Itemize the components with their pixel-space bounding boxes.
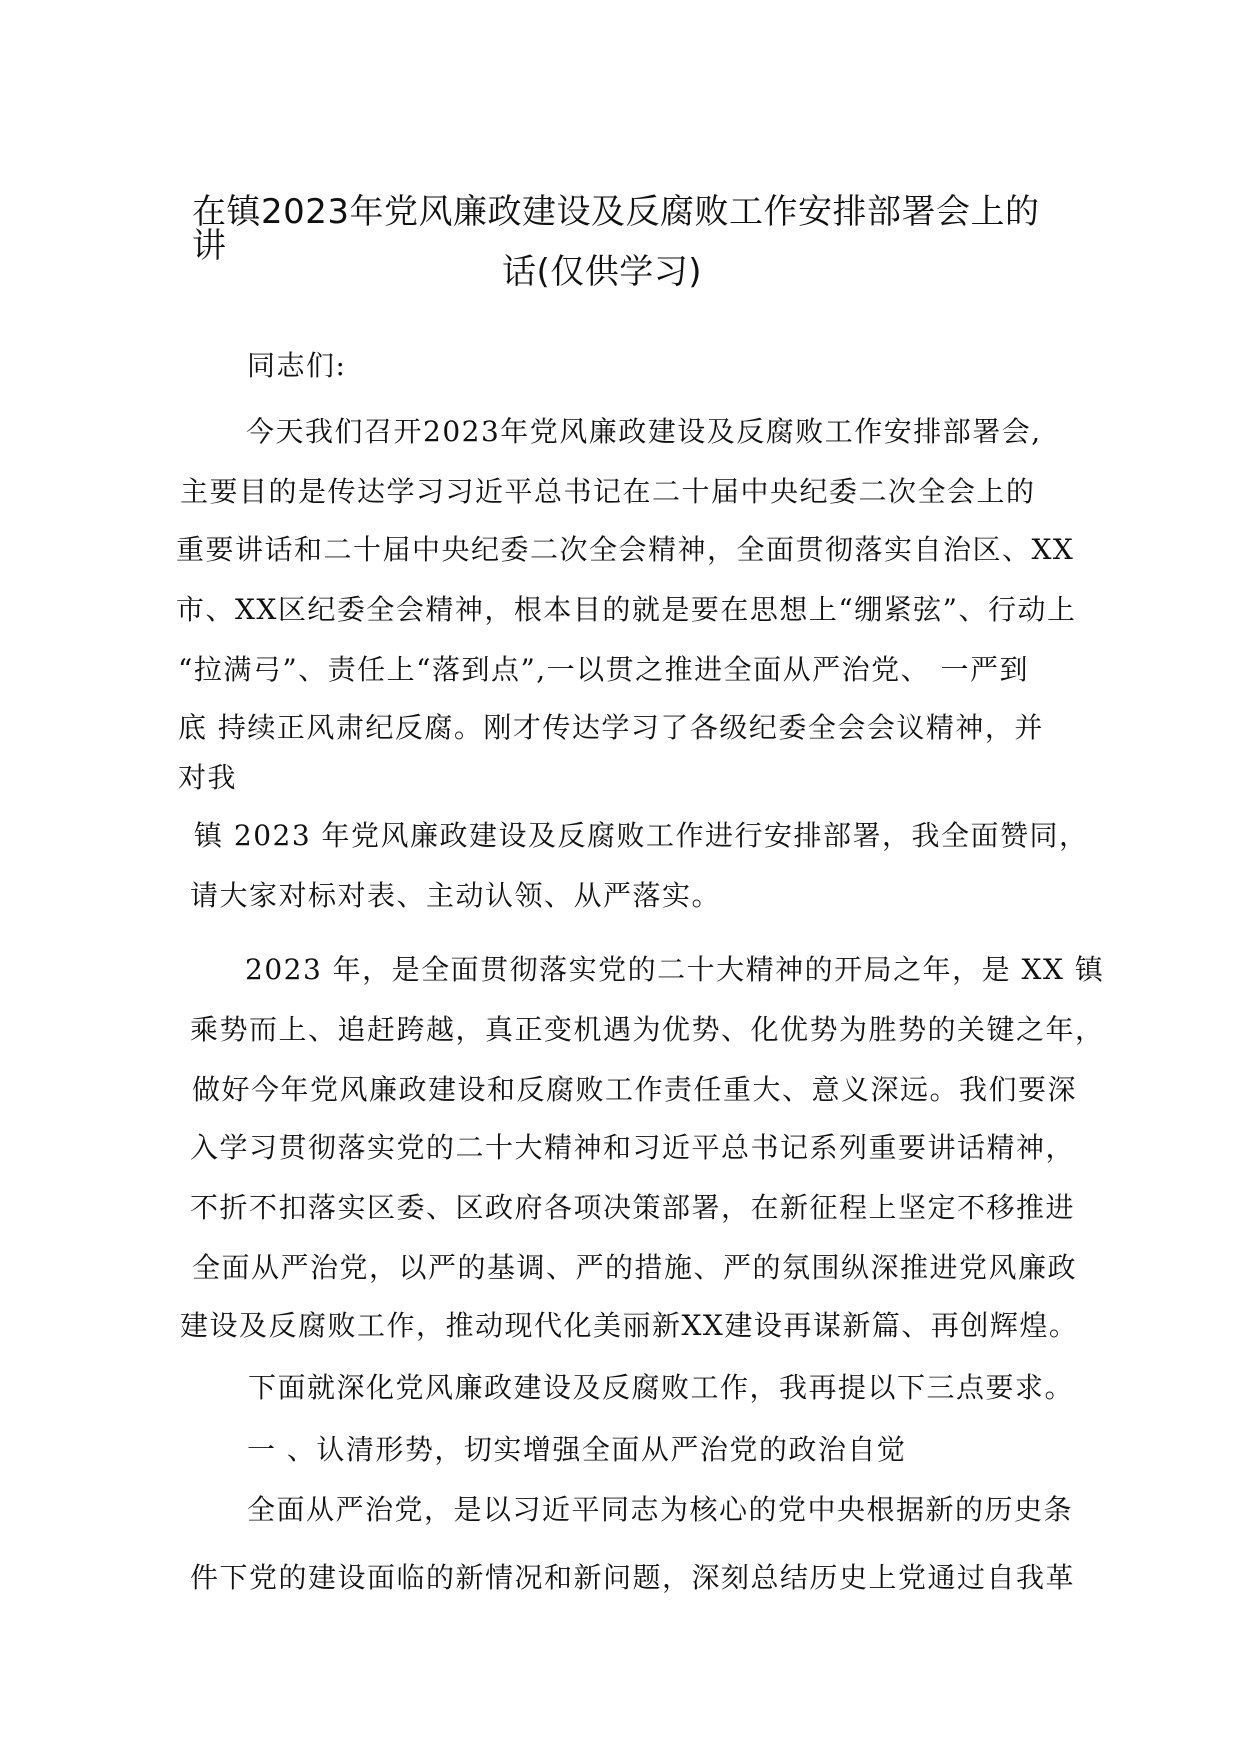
- body-line: 下面就深化党风廉政建设及反腐败工作，我再提以下三点要求。: [248, 1371, 1075, 1404]
- body-line: 入学习贯彻落实党的二十大精神和习近平总书记系列重要讲话精神，: [190, 1131, 1076, 1164]
- body-line: 2023 年，是全面贯彻落实党的二十大精神的开局之年，是 XX 镇: [245, 953, 1105, 986]
- salutation: 同志们:: [247, 349, 347, 382]
- body-line: 不折不扣落实区委、区政府各项决策部署，在新征程上坚定不移推进: [190, 1191, 1076, 1224]
- title-line-3: 话(仅供学习): [502, 252, 703, 292]
- body-line: 市、XX区纪委全会精神，根本目的就是要在思想上“绷紧弦”、行动上: [176, 593, 1077, 626]
- body-line: 重要讲话和二十届中央纪委二次全会精神，全面贯彻落实自治区、XX: [176, 533, 1075, 566]
- body-line: 建设及反腐败工作，推动现代化美丽新XX建设再谋新篇、再创辉煌。: [180, 1309, 1079, 1342]
- body-line: 请大家对标对表、主动认领、从严落实。: [190, 879, 722, 912]
- body-line: 全面从严治党，以严的基调、严的措施、严的氛围纵深推进党风廉政: [192, 1251, 1078, 1284]
- body-line: 对我: [178, 761, 238, 794]
- body-line: 今天我们召开2023年党风廉政建设及反腐败工作安排部署会,: [246, 415, 1042, 448]
- title-line-1: 在镇2023年党风廉政建设及反腐败工作安排部署会上的: [192, 192, 1040, 232]
- section-heading: 一 、认清形势，切实增强全面从严治党的政治自觉: [247, 1433, 907, 1466]
- body-line: 件下党的建设面临的新情况和新问题，深刻总结历史上党通过自我革: [190, 1561, 1076, 1594]
- body-line: 做好今年党风廉政建设和反腐败工作责任重大、意义深远。我们要深: [192, 1073, 1078, 1106]
- body-line: 主要目的是传达学习习近平总书记在二十届中央纪委二次全会上的: [180, 475, 1036, 508]
- body-line: 镇 2023 年党风廉政建设及反腐败工作进行安排部署，我全面赞同，: [194, 819, 1089, 852]
- body-line: 全面从严治党，是以习近平同志为核心的党中央根据新的历史条: [247, 1493, 1074, 1526]
- body-line: 乘势而上、追赶跨越，真正变机遇为优势、化优势为胜势的关键之年，: [190, 1013, 1105, 1046]
- body-line: “拉满弓”、责任上“落到点”,一以贯之推进全面从严治党、 一严到: [178, 653, 1030, 686]
- title-line-2: 讲: [192, 226, 227, 266]
- body-line: 底 持续正风肃纪反腐。刚才传达学习了各级纪委全会会议精神，并: [178, 711, 1044, 744]
